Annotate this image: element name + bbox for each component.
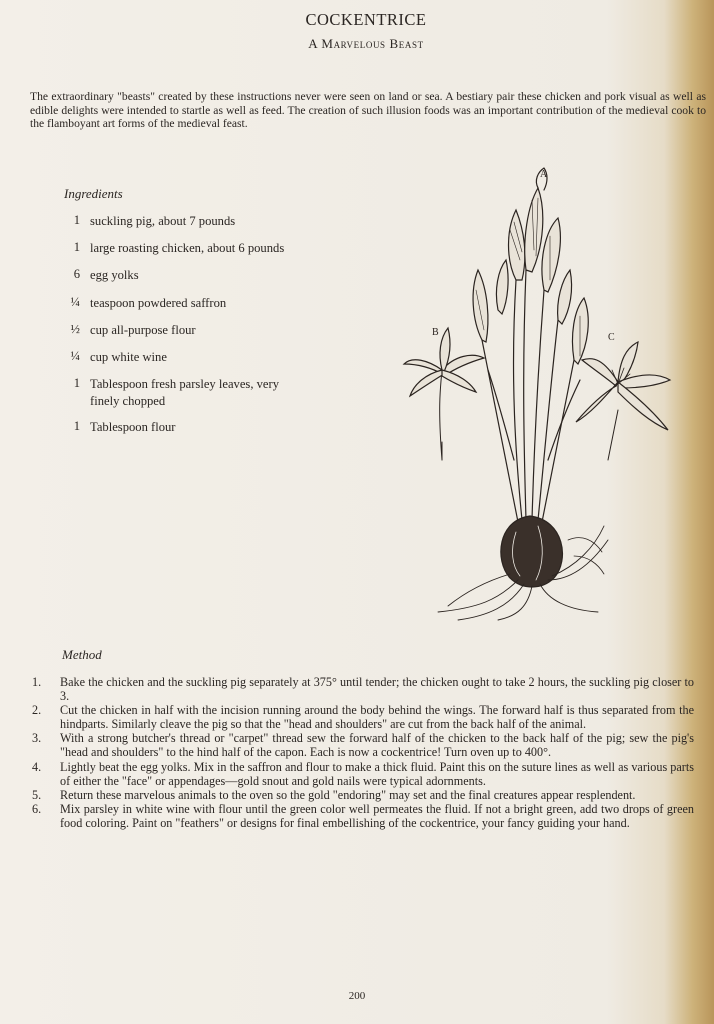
ingredient-item — [62, 267, 362, 294]
ingredient-qty: 1 — [73, 419, 80, 434]
method-step — [24, 703, 694, 731]
ingredient-qty: 1 — [73, 240, 80, 255]
ingredient-text: Tablespoon flour — [90, 420, 176, 435]
ingredient-text: cup white wine — [90, 349, 167, 364]
ingredient-text: teaspoon powdered saffron — [90, 295, 227, 310]
label-a: A — [540, 169, 548, 180]
ingredient-text: suckling pig, about 7 pounds — [90, 214, 236, 228]
ingredient-text: Tablespoon fresh parsley leaves, very finely chopped — [90, 377, 280, 409]
step-number: 5. — [32, 787, 42, 802]
ingredient-item — [62, 240, 362, 267]
page-title: COCKENTRICE — [305, 10, 427, 29]
step-text: Bake the chicken and the suckling pig separately at 375° until tender; the chicken ought to take 2 hours, the suckling pig closer to 3. — [60, 675, 694, 704]
ingredient-qty: 6 — [73, 267, 80, 282]
ingredient-item — [62, 376, 362, 419]
method-step — [24, 802, 694, 830]
step-text: Return these marvelous animals to the oven so the gold "endoring" may set and the final creatures appear resplendent. — [60, 787, 636, 802]
ingredient-qty: ¼ — [70, 294, 80, 309]
ingredient-text: cup all-purpose flour — [90, 322, 196, 337]
ingredient-item — [62, 295, 362, 322]
method-heading: Method — [62, 647, 102, 662]
ingredient-item — [62, 213, 362, 240]
ingredient-item — [62, 419, 362, 446]
step-text: With a strong butcher's thread or "carpet" thread sew the forward half of the chicken to the back half of the pig; sew the pig's "head and shoulders" to the hind half of the capon. Each is now a cockentrice! Turn oven up to 400°. — [60, 731, 694, 760]
page-subtitle: A Marvelous Beast — [308, 36, 424, 51]
ingredient-text: large roasting chicken, about 6 pounds — [90, 241, 285, 256]
method-step — [24, 788, 694, 802]
step-number: 2. — [32, 703, 42, 718]
intro-paragraph: The extraordinary "beasts" created by these instructions never were seen on land or sea. A bestiary pair these chicken and pork visual as well as edible delights were intended to startle as well as feed. The creation of such illusion foods was an important contribution of the medieval cook to the flamboyant art forms of the medieval feast. — [30, 90, 706, 131]
method-step — [24, 731, 694, 759]
crocus-plant-illustration — [398, 160, 680, 622]
ingredient-text: egg yolks — [90, 268, 139, 283]
method-step — [24, 760, 694, 788]
ingredient-qty: ½ — [70, 321, 80, 336]
step-text: Lightly beat the egg yolks. Mix in the saffron and flour to make a thick fluid. Paint this on the suture lines as well as various parts of either the "face" or appendages—gold snout and gold nails were typical adornments. — [60, 759, 694, 788]
page-number: 200 — [348, 990, 366, 1002]
method-step — [24, 675, 694, 703]
ingredients-list — [62, 213, 362, 446]
ingredient-qty: 1 — [73, 376, 80, 391]
step-number: 1. — [32, 675, 42, 689]
step-number: 6. — [32, 801, 42, 816]
step-number: 4. — [32, 759, 42, 774]
step-number: 3. — [32, 731, 42, 746]
ingredients-heading: Ingredients — [64, 186, 123, 201]
ingredient-item — [62, 349, 362, 376]
ingredient-qty: ¼ — [70, 348, 80, 363]
method-steps — [24, 675, 694, 830]
step-text: Cut the chicken in half with the incision running around the body behind the wings. The forward half is thus separated from the hindparts. Similarly cleave the pig so that the "head and shoulders" are cut from the back half of the animal. — [60, 703, 694, 732]
ingredient-qty: 1 — [73, 213, 80, 227]
label-b: B — [432, 327, 439, 338]
label-c: C — [608, 332, 615, 343]
ingredient-item — [62, 322, 362, 349]
step-text: Mix parsley in white wine with flour until the green color well permeates the fluid. If not a bright green, add two drops of green food coloring. Paint on "feathers" or designs for final embellishing of the cockentrice, your fancy guiding your hand. — [60, 801, 694, 830]
